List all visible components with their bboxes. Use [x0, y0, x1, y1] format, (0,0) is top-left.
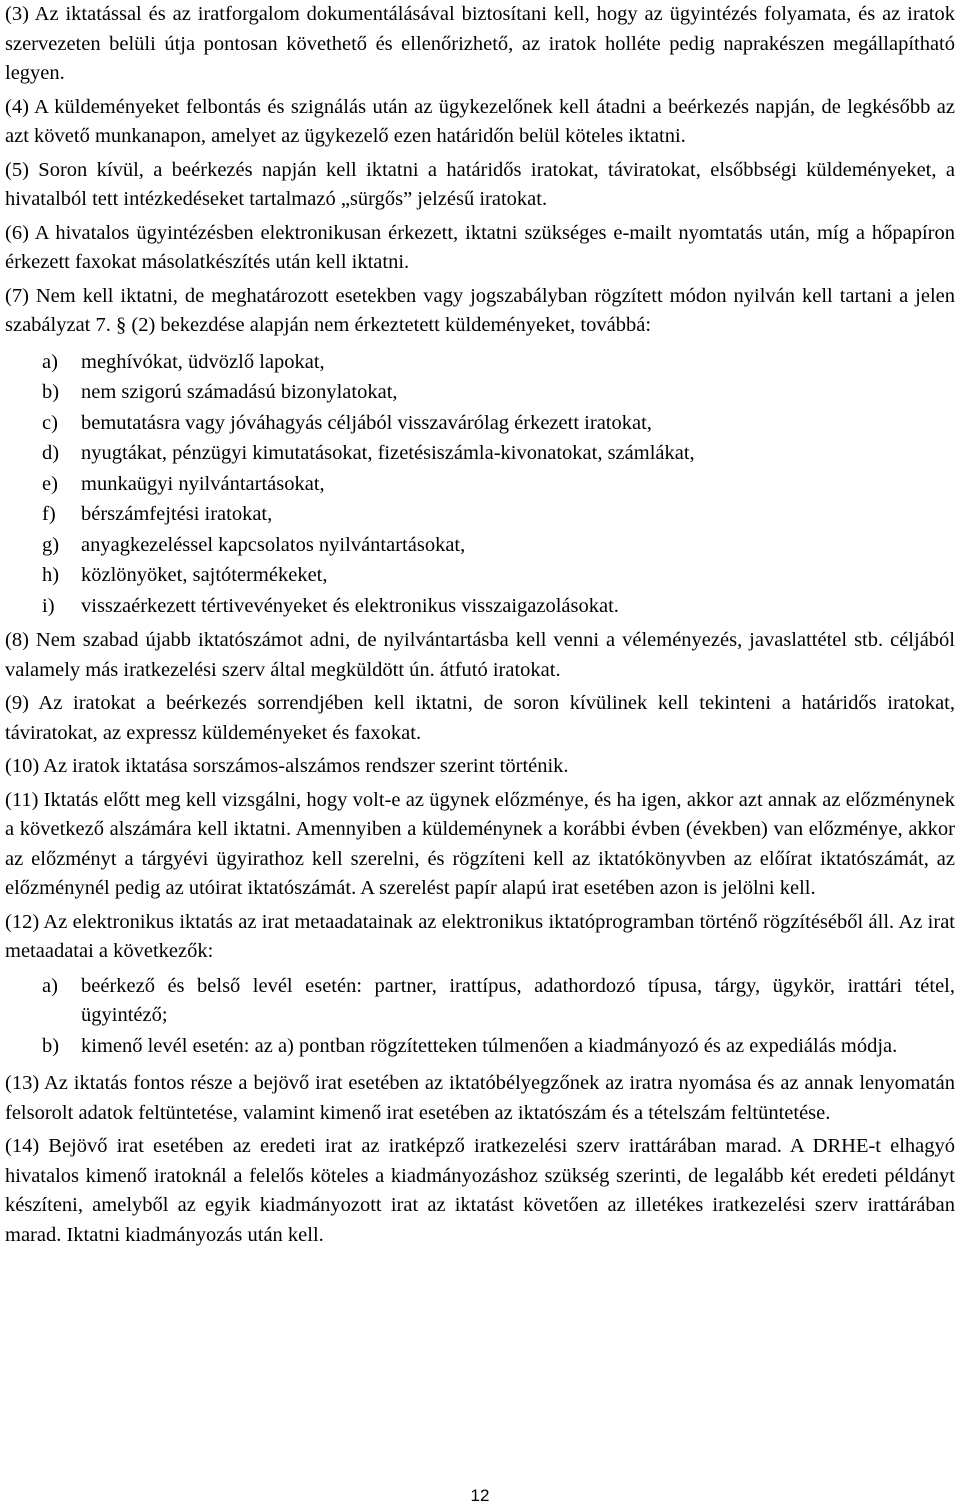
paragraph-9: (9) Az iratokat a beérkezés sorrendjében kell iktatni, de soron kívülinek kell tekinteni a határidős iratokat, táviratokat, az expressz küldeményeket és faxokat. [5, 692, 955, 744]
list-item-text: nyugtákat, pénzügyi kimutatásokat, fizetésiszámla-kivonatokat, számlákat, [81, 442, 695, 464]
list-item-label: g) [42, 533, 60, 556]
page-number: 12 [470, 1486, 490, 1505]
list-item [42, 972, 955, 1031]
paragraph-8: (8) Nem szabad újabb iktatószámot adni, de nyilvántartásba kell venni a véleményezés, javaslattétel stb. céljából valamely más iratkezelési szerv által megküldött ún. átfutó iratokat. [5, 629, 955, 681]
list-item-text: anyagkezeléssel kapcsolatos nyilvántartásokat, [81, 533, 466, 556]
list-item-label: i) [42, 594, 55, 617]
list-item [42, 592, 955, 622]
paragraph-7: (7) Nem kell iktatni, de meghatározott esetekben vagy jogszabályban rögzített módon nyilván kell tartani a jelen szabályzat 7. § (2) bekezdése alapján nem érkeztetett küldeményeket, továbbá: [5, 284, 955, 336]
list-item-label: e) [42, 472, 58, 495]
paragraph-3: (3) Az iktatással és az iratforgalom dokumentálásával biztosítani kell, hogy az ügyintézés folyamata, és az iratok szervezeten belüli útja pontosan követhető és ellenőrizhető, az iratok holléte pedig naprakészen megállapítható legyen. [5, 3, 955, 84]
list-item-text: közlönyöket, sajtótermékeket, [81, 564, 328, 586]
list-item-text: meghívókat, üdvözlő lapokat, [81, 350, 325, 373]
paragraph-12: (12) Az elektronikus iktatás az irat metaadatainak az elektronikus iktatóprogramban történő rögzítéséből áll. Az irat metaadatai a következők: [5, 910, 955, 962]
list-item-label: d) [42, 442, 60, 464]
list-item [42, 470, 955, 500]
list-item [42, 531, 955, 561]
list-item [42, 378, 955, 408]
list-item-label: a) [42, 974, 58, 997]
list-item-label: b) [42, 1034, 60, 1057]
paragraph-14: (14) Bejövő irat esetében az eredeti irat az iratképző iratkezelési szerv irattárában marad. A DRHE-t elhagyó hivatalos kimenő iratoknál a felelős köteles a kiadmányozáshoz szükség szerinti, de legalább két eredeti példányt készíteni, amelyből az egyik kiadmányozott irat az iktatást követően az illetékes iratkezelési szerv irattárában marad. Iktatni kiadmányozás után kell. [5, 1135, 955, 1246]
paragraph-11: (11) Iktatás előtt meg kell vizsgálni, hogy volt-e az ügynek előzménye, és ha igen, akkor azt annak az előzménynek a következő alszámára kell iktatni. Amennyiben a küldeménynek a korábbi évben (években) van előzménye, akkor az előzményt a tárgyévi ügyirathoz kell szerelni, és rögzíteni kell az iktatókönyvben az előírat iktatószámát, az előzménynél pedig az utóirat iktatószámát. A szerelést papír alapú irat esetében azon is jelölni kell. [5, 788, 955, 899]
metadata-list [5, 972, 955, 1062]
list-item-label: b) [42, 381, 60, 403]
list-item [42, 348, 955, 378]
list-item-label: a) [42, 350, 58, 373]
list-item-text: visszaérkezett tértivevényeket és elektronikus visszaigazolásokat. [81, 594, 619, 617]
list-item-text: munkaügyi nyilvántartásokat, [81, 472, 325, 495]
exemption-list [5, 348, 955, 622]
document-page [5, 0, 955, 1254]
list-item [42, 439, 955, 469]
list-item-text: beérkező és belső levél esetén: partner, irattípus, adathordozó típusa, tárgy, ügykör, irattári tétel, ügyintéző; [81, 974, 955, 1026]
list-item [42, 409, 955, 439]
paragraph-13: (13) Az iktatás fontos része a bejövő irat esetében az iktatóbélyegzőnek az iratra nyomása és az annak lenyomatán felsorolt adatok feltüntetése, valamint kimenő irat esetében az iktatószám és a tételszám feltüntetése. [5, 1072, 955, 1124]
paragraph-4: (4) A küldeményeket felbontás és szignálás után az ügykezelőnek kell átadni a beérkezés napján, de legkésőbb az azt követő munkanapon, amelyet az ügykezelő ezen határidőn belül köteles iktatni. [5, 95, 955, 147]
list-item-label: h) [42, 564, 60, 586]
list-item [42, 561, 955, 591]
list-item-label: f) [42, 503, 56, 525]
list-item [42, 500, 955, 530]
list-item-text: bemutatásra vagy jóváhagyás céljából visszavárólag érkezett iratokat, [81, 411, 652, 434]
list-item [42, 1032, 955, 1062]
paragraph-10: (10) Az iratok iktatása sorszámos-alszámos rendszer szerint történik. [5, 755, 569, 777]
paragraph-6: (6) A hivatalos ügyintézésben elektronikusan érkezett, iktatni szükséges e-mailt nyomtatás után, míg a hőpapíron érkezett faxokat másolatkészítés után kell iktatni. [5, 221, 955, 273]
list-item-text: kimenő levél esetén: az a) pontban rögzítetteken túlmenően a kiadmányozó és az expediálás módja. [81, 1034, 898, 1057]
list-item-label: c) [42, 411, 58, 434]
list-item-text: bérszámfejtési iratokat, [81, 503, 273, 525]
list-item-text: nem szigorú számadású bizonylatokat, [81, 381, 398, 403]
paragraph-5: (5) Soron kívül, a beérkezés napján kell iktatni a határidős iratokat, táviratokat, elsőbbségi küldeményeket, a hivatalból tett intézkedéseket tartalmazó „sürgős” jelzésű iratokat. [5, 158, 955, 210]
